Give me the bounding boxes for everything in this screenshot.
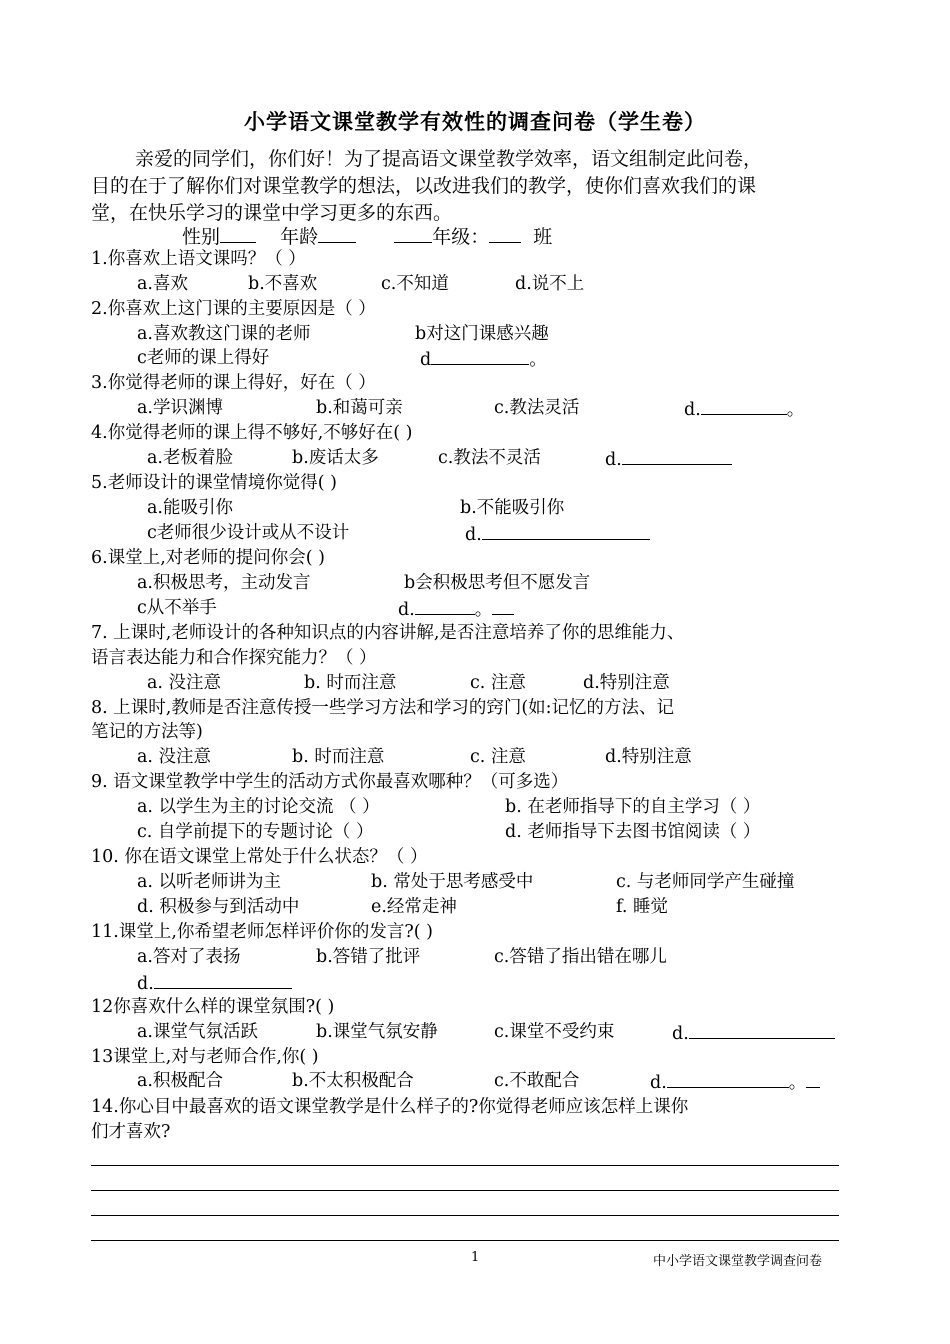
q8-option-a[interactable]: a. 没注意 [137, 747, 212, 767]
question-6: 6.课堂上,对老师的提问你会( ) [91, 548, 325, 568]
answer-line-3[interactable] [91, 1215, 839, 1216]
q3-option-d[interactable]: d. 。 [684, 396, 804, 422]
q12-option-b[interactable]: b.课堂气氛安静 [316, 1022, 438, 1042]
question-7-line-2: 语言表达能力和合作探究能力？（ ） [91, 648, 377, 668]
question-5: 5.老师设计的课堂情境你觉得( ) [91, 473, 337, 493]
q12-option-a[interactable]: a.课堂气氛活跃 [137, 1022, 258, 1042]
intro-line-1: 亲爱的同学们，你们好！为了提高语文课堂教学效率，语文组制定此问卷， [135, 148, 763, 170]
grade-label: 年级： [432, 226, 490, 248]
question-1: 1.你喜欢上语文课吗？（ ） [91, 249, 306, 269]
gender-label: 性别 [182, 226, 221, 248]
q9-option-b[interactable]: b. 在老师指导下的自主学习（ ） [505, 797, 761, 817]
q4-option-c[interactable]: c.教法不灵活 [438, 448, 541, 468]
q13-option-a[interactable]: a.积极配合 [137, 1071, 223, 1091]
q3-option-a[interactable]: a.学识渊博 [137, 398, 223, 418]
q10-option-d[interactable]: d. 积极参与到活动中 [137, 897, 300, 917]
question-10: 10. 你在语文课堂上常处于什么状态？（ ） [91, 847, 428, 867]
age-label: 年龄 [280, 226, 319, 248]
question-2: 2.你喜欢上这门课的主要原因是（ ） [91, 299, 376, 319]
q10-option-b[interactable]: b. 常处于思考感受中 [371, 872, 534, 892]
q10-option-e[interactable]: e.经常走神 [371, 897, 457, 917]
q12-blank[interactable] [689, 1020, 835, 1039]
q2-option-b[interactable]: b对这门课感兴趣 [415, 324, 549, 344]
footer-doc-name: 中小学语文课堂教学调查问卷 [653, 1254, 823, 1269]
page-number: 1 [471, 1250, 480, 1265]
q8-option-d[interactable]: d.特别注意 [605, 747, 692, 767]
q7-option-c[interactable]: c. 注意 [470, 673, 526, 693]
answer-line-1[interactable] [91, 1165, 839, 1166]
q9-option-c[interactable]: c. 自学前提下的专题讨论（ ） [137, 822, 374, 842]
answer-line-2[interactable] [91, 1190, 839, 1191]
class-label: 班 [533, 226, 553, 248]
q5-option-d[interactable]: d. [465, 521, 650, 547]
q10-option-c[interactable]: c. 与老师同学产生碰撞 [616, 872, 795, 892]
q10-option-a[interactable]: a. 以听老师讲为主 [137, 872, 282, 892]
q13-blank[interactable] [667, 1069, 789, 1088]
q9-option-d[interactable]: d. 老师指导下去图书馆阅读（ ） [505, 822, 761, 842]
question-12: 12你喜欢什么样的课堂氛围?( ) [91, 997, 335, 1017]
student-info-row [182, 224, 552, 249]
q2-option-a[interactable]: a.喜欢教这门课的老师 [137, 324, 311, 344]
q1-option-a[interactable]: a.喜欢 [137, 274, 188, 294]
q5-option-b[interactable]: b.不能吸引你 [460, 498, 565, 518]
q6-blank[interactable] [415, 596, 475, 615]
q6-option-b[interactable]: b会积极思考但不愿发言 [404, 573, 591, 593]
q11-option-a[interactable]: a.答对了表扬 [137, 947, 241, 967]
q13-option-b[interactable]: b.不太积极配合 [292, 1071, 414, 1091]
question-8-line-2: 笔记的方法等) [91, 722, 203, 742]
question-7-line-1: 7. 上课时,老师设计的各种知识点的内容讲解,是否注意培养了你的思维能力、 [91, 623, 685, 643]
q9-option-a[interactable]: a. 以学生为主的讨论交流 （ ） [137, 797, 380, 817]
question-8-line-1: 8. 上课时,教师是否注意传授一些学习方法和学习的窍门(如:记忆的方法、记 [91, 698, 675, 718]
q12-option-d[interactable]: d. [672, 1020, 835, 1046]
q3-option-c[interactable]: c.教法灵活 [494, 398, 580, 418]
q6-option-c[interactable]: c从不举手 [137, 598, 217, 618]
class-blank[interactable] [489, 224, 521, 243]
q4-option-a[interactable]: a.老板着脸 [147, 448, 233, 468]
q6-option-d[interactable]: d. 。 [398, 596, 514, 622]
q13-option-d[interactable]: d. 。 [650, 1069, 820, 1095]
question-4: 4.你觉得老师的课上得不够好,不够好在( ) [91, 423, 413, 443]
q8-option-b[interactable]: b. 时而注意 [292, 747, 385, 767]
gender-blank[interactable] [220, 224, 256, 243]
q2-option-c[interactable]: c老师的课上得好 [137, 348, 270, 368]
q5-blank[interactable] [482, 521, 650, 540]
q11-option-c[interactable]: c.答错了指出错在哪儿 [494, 947, 667, 967]
q10-option-f[interactable]: f. 睡觉 [616, 897, 668, 917]
q5-option-c[interactable]: c老师很少设计或从不设计 [147, 523, 350, 543]
q12-option-c[interactable]: c.课堂不受约束 [494, 1022, 615, 1042]
q3-option-b[interactable]: b.和蔼可亲 [316, 398, 403, 418]
q2-option-d[interactable]: d 。 [420, 346, 547, 372]
q1-option-b[interactable]: b.不喜欢 [248, 274, 318, 294]
q4-option-d[interactable]: d. [605, 446, 732, 472]
answer-line-4[interactable] [91, 1240, 839, 1241]
page-title: 小学语文课堂教学有效性的调查问卷（学生卷） [244, 109, 706, 134]
question-13: 13课堂上,对与老师合作,你( ) [91, 1047, 319, 1067]
intro-line-3: 堂，在快乐学习的课堂中学习更多的东西。 [91, 202, 453, 224]
q13-option-c[interactable]: c.不敢配合 [494, 1071, 580, 1091]
q5-option-a[interactable]: a.能吸引你 [147, 498, 233, 518]
question-14-line-1: 14.你心目中最喜欢的语文课堂教学是什么样子的?你觉得老师应该怎样上课你 [91, 1097, 689, 1117]
q8-option-c[interactable]: c. 注意 [470, 747, 526, 767]
q2-blank[interactable] [431, 346, 529, 365]
question-9: 9. 语文课堂教学中学生的活动方式你最喜欢哪种？（可多选） [91, 772, 569, 792]
q11-option-d[interactable]: d. [137, 970, 292, 996]
q4-option-b[interactable]: b.废话太多 [292, 448, 379, 468]
q6-option-a[interactable]: a.积极思考，主动发言 [137, 573, 311, 593]
q7-option-b[interactable]: b. 时而注意 [304, 673, 397, 693]
intro-line-2: 目的在于了解你们对课堂教学的想法，以改进我们的教学，使你们喜欢我们的课 [91, 175, 757, 197]
q1-option-d[interactable]: d.说不上 [515, 274, 585, 294]
age-blank[interactable] [318, 224, 356, 243]
q3-blank[interactable] [701, 396, 787, 415]
q1-option-c[interactable]: c.不知道 [381, 274, 449, 294]
question-11: 11.课堂上,你希望老师怎样评价你的发言?( ) [91, 922, 433, 942]
question-14-line-2: 们才喜欢? [91, 1122, 171, 1142]
q7-option-a[interactable]: a. 没注意 [147, 673, 222, 693]
question-3: 3.你觉得老师的课上得好，好在（ ） [91, 373, 376, 393]
q11-option-b[interactable]: b.答错了批评 [316, 947, 421, 967]
grade-blank[interactable] [394, 224, 432, 243]
q7-option-d[interactable]: d.特别注意 [583, 673, 670, 693]
q4-blank[interactable] [622, 446, 732, 465]
q11-blank[interactable] [154, 970, 292, 989]
